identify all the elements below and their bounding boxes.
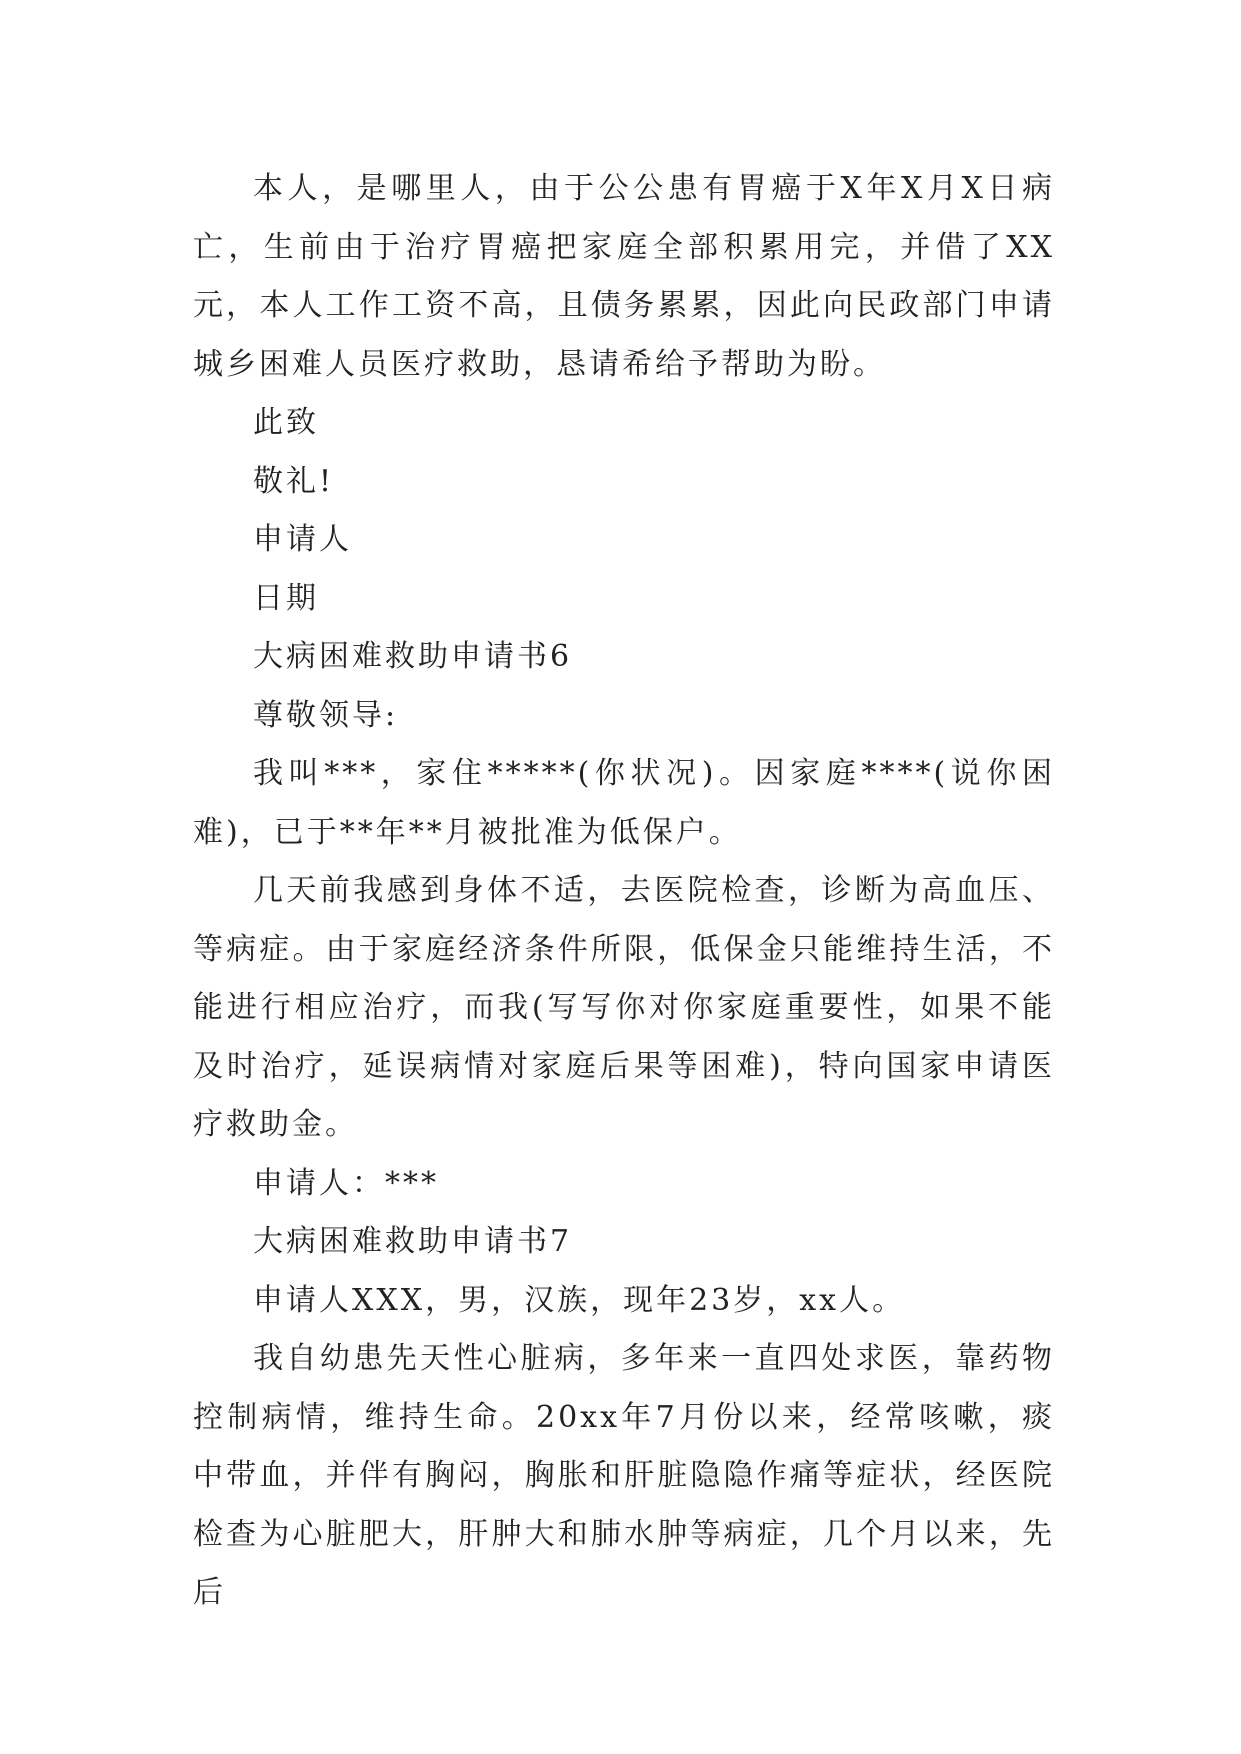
applicant-label: 申请人 [253,522,352,557]
section-title-7: 大病困难救助申请书7 [253,1224,573,1259]
greeting: 尊敬领导: [253,697,399,733]
date-label: 日期 [253,580,319,616]
closing-salutation: 此致 [253,405,319,440]
closing-respect: 敬礼! [253,463,335,499]
section-title-6: 大病困难救助申请书6 [253,639,573,674]
paragraph-illness-description: 几天前我感到身体不适，去医院检查，诊断为高血压、等病症。由于家庭经济条件所限，低保金只能维持生活，不能进行相应治疗，而我(写写你对你家庭重要性，如果不能及时治疗，延误病情对家庭后果等困难)，特向国家申请医疗救助金。 [193,873,1055,1142]
paragraph-medical-aid-request: 本人，是哪里人，由于公公患有胃癌于X年X月X日病亡，生前由于治疗胃癌把家庭全部积累用完，并借了XX元，本人工作工资不高，且债务累累，因此向民政部门申请城乡困难人员医疗救助，恳请希给予帮助为盼。 [193,171,1055,382]
paragraph-introduction: 我叫***，家住*****(你状况)。因家庭****(说你困难)，已于**年**月被批准为低保户。 [193,756,1055,850]
applicant-signature: 申请人：*** [253,1165,439,1201]
applicant-details: 申请人XXX，男，汉族，现年23岁，xx人。 [253,1282,906,1318]
document-body [193,160,1055,1623]
paragraph-medical-history: 我自幼患先天性心脏病，多年来一直四处求医，靠药物控制病情，维持生命。20xx年7月份以来，经常咳嗽，痰中带血，并伴有胸闷，胸胀和肝脏隐隐作痛等症状，经医院检查为心脏肥大，肝肿大和肺水肿等病症，几个月以来，先后 [193,1341,1055,1610]
